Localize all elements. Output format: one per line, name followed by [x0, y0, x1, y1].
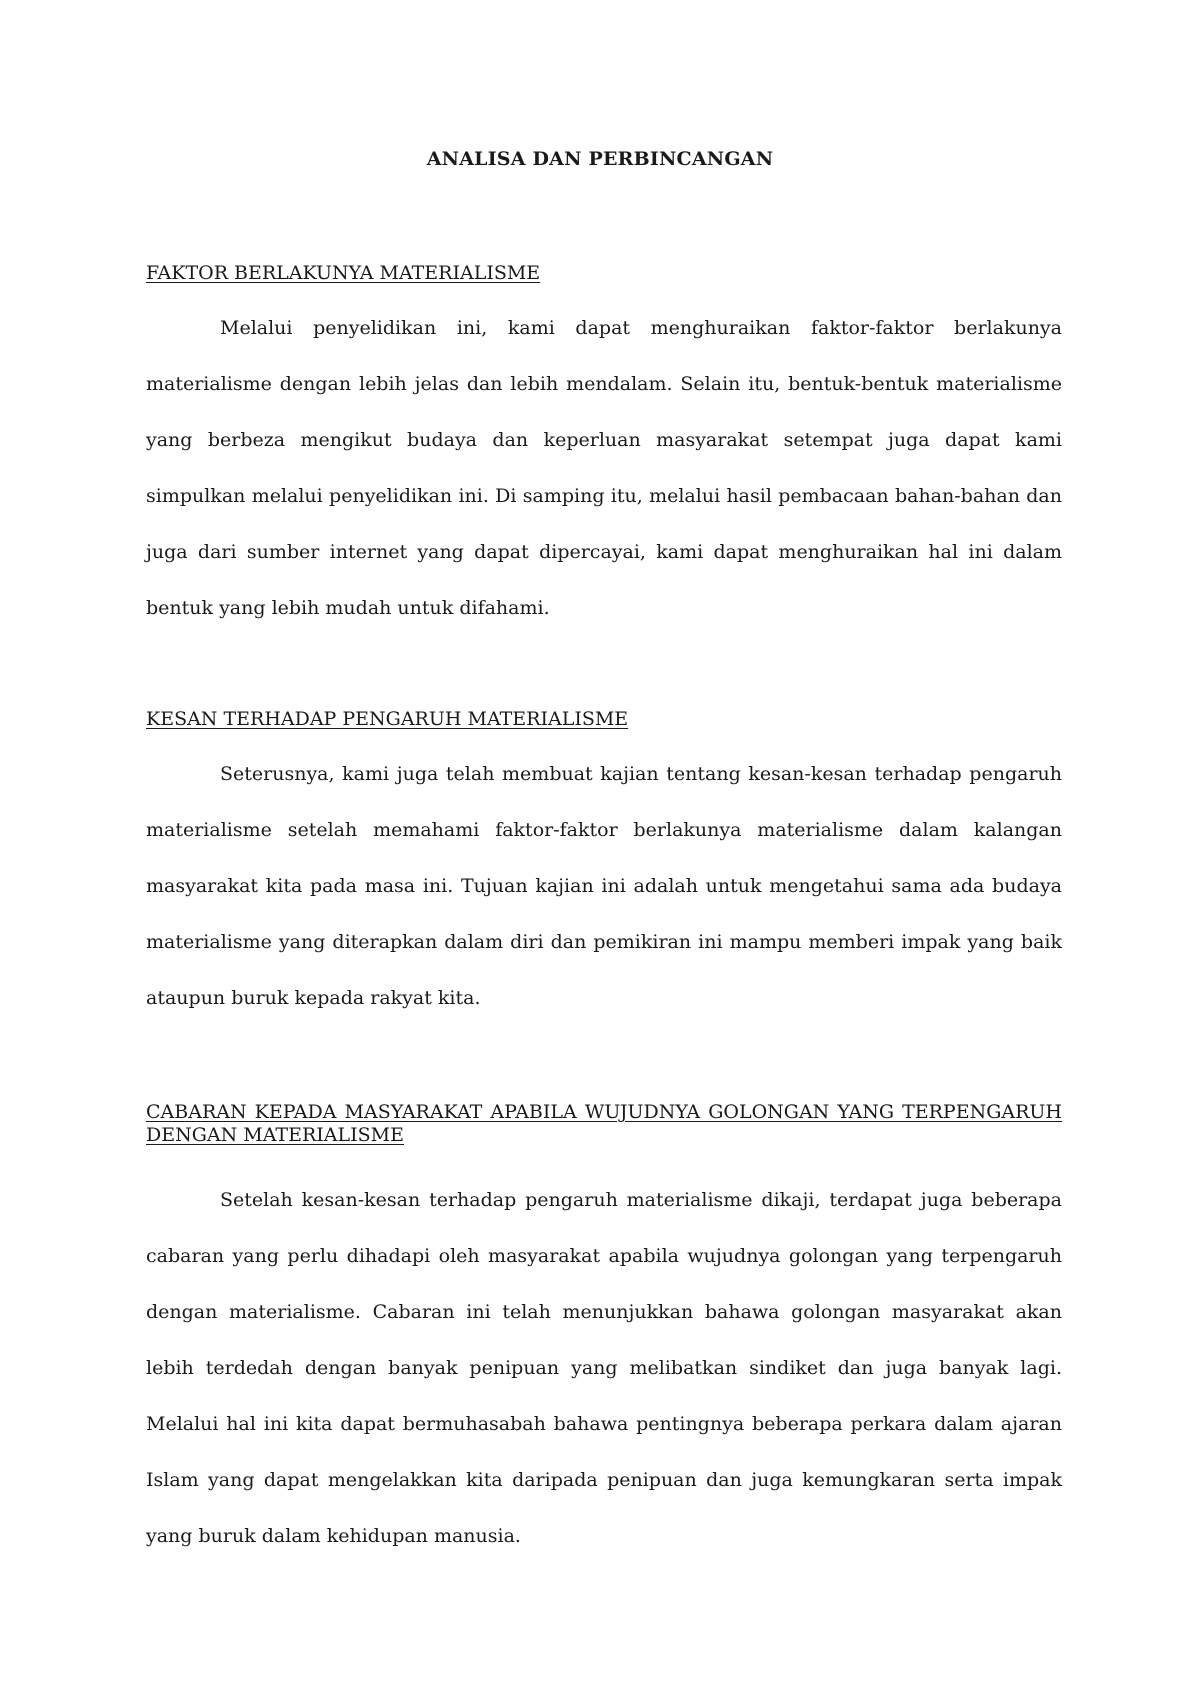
section-heading-cabaran: CABARAN KEPADA MASYARAKAT APABILA WUJUDNYA GOLONGAN YANG TERPENGARUH DENGAN MATERIALISME	[146, 1101, 1062, 1146]
section-heading-kesan: KESAN TERHADAP PENGARUH MATERIALISME	[146, 708, 629, 730]
section-paragraph-kesan: Seterusnya, kami juga telah membuat kajian tentang kesan-kesan terhadap pengaruh materialisme setelah memahami faktor-faktor berlakunya materialisme dalam kalangan masyarakat kita pada masa ini. Tujuan kajian ini adalah untuk mengetahui sama ada budaya materialisme yang diterapkan dalam diri dan pemikiran ini mampu memberi impak yang baik ataupun buruk kepada rakyat kita.	[146, 763, 1062, 1009]
section-heading-faktor: FAKTOR BERLAKUNYA MATERIALISME	[146, 262, 541, 284]
page-title: ANALISA DAN PERBINCANGAN	[426, 148, 774, 170]
section-paragraph-cabaran: Setelah kesan-kesan terhadap pengaruh materialisme dikaji, terdapat juga beberapa cabaran yang perlu dihadapi oleh masyarakat apabila wujudnya golongan yang terpengaruh dengan materialisme. Cabaran ini telah menunjukkan bahawa golongan masyarakat akan lebih terdedah dengan banyak penipuan yang melibatkan sindiket dan juga banyak lagi. Melalui hal ini kita dapat bermuhasabah bahawa pentingnya beberapa perkara dalam ajaran Islam yang dapat mengelakkan kita daripada penipuan dan juga kemungkaran serta impak yang buruk dalam kehidupan manusia.	[146, 1189, 1062, 1547]
section-paragraph-faktor: Melalui penyelidikan ini, kami dapat menghuraikan faktor-faktor berlakunya materialisme dengan lebih jelas dan lebih mendalam. Selain itu, bentuk-bentuk materialisme yang berbeza mengikut budaya dan keperluan masyarakat setempat juga dapat kami simpulkan melalui penyelidikan ini. Di samping itu, melalui hasil pembacaan bahan-bahan dan juga dari sumber internet yang dapat dipercayai, kami dapat menghuraikan hal ini dalam bentuk yang lebih mudah untuk difahami.	[146, 317, 1062, 619]
